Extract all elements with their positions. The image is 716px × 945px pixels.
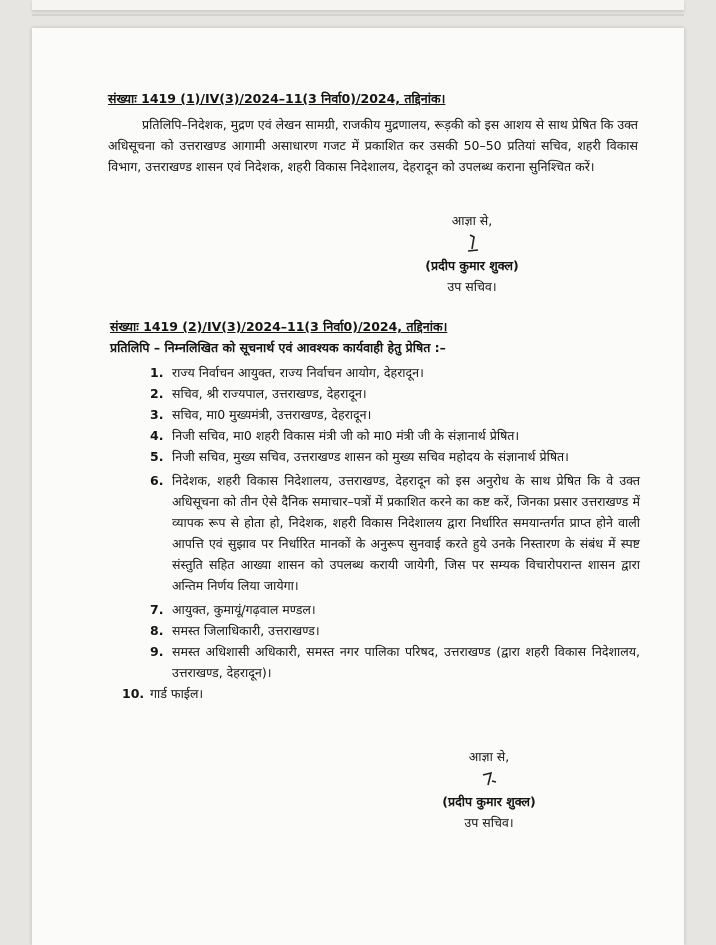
distribution-subject: प्रतिलिपि – निम्नलिखित को सूचनार्थ एवं आवश्यक कार्यवाही हेतु प्रेषित :– xyxy=(110,340,446,355)
page-divider xyxy=(32,14,684,16)
list-item: 3. सचिव, मा0 मुख्यमंत्री, उत्तराखण्ड, देहरादून। xyxy=(150,407,372,422)
signer-name: (प्रदीप कुमार शुक्ल) xyxy=(425,258,519,273)
handwritten-signature-icon xyxy=(452,231,492,255)
reference-number-1: संख्याः 1419 (1)/IV(3)/2024–11(3 निर्वा0)/2024, तद्दिनांक। xyxy=(108,91,446,106)
signer-name: (प्रदीप कुमार शुक्ल) xyxy=(442,794,536,809)
signer-designation: उप सचिव। xyxy=(464,815,514,830)
previous-page-edge xyxy=(32,0,684,10)
signer-designation: उप सचिव। xyxy=(447,279,497,294)
document-page xyxy=(32,28,684,945)
list-item: 4. निजी सचिव, मा0 शहरी विकास मंत्री जी को मा0 मंत्री जी के संज्ञानार्थ प्रेषित। xyxy=(150,428,520,443)
list-item: 5. निजी सचिव, मुख्य सचिव, उत्तराखण्ड शासन को मुख्य सचिव महोदय के संज्ञानार्थ प्रेषित। xyxy=(150,449,569,464)
signature-block-2 xyxy=(414,746,564,833)
signature-block-1 xyxy=(397,210,547,297)
list-item: 7. आयुक्त, कुमायूं/गढ़वाल मण्डल। xyxy=(150,602,316,617)
handwritten-signature-icon xyxy=(469,767,509,791)
list-item: 6. निदेशक, शहरी विकास निदेशालय, उत्तराखण्ड, देहरादून को इस अनुरोध के साथ प्रेषित कि वे उक्त अधिसूचना को तीन ऐसे दैनिक समाचार–पत्रों में प्रकाशित करने का कष्ट करें, जिनका प्रसार उत्तराखण्ड में व्यापक रूप से होता हो, निदेशक, शहरी विकास निदेशालय द्वारा निर्धारित समयान्तर्गत प्राप्त होने वाली आपत्ति एवं सुझाव पर निर्धारित मानकों के अनुरूप सुनवाई करते हुये उनके निस्तारण के संबंध में स्पष्ट संस्तुति सहित आख्या शासन को उपलब्ध करायी जायेगी, जिस पर सम्यक विचारोपरान्त शासन द्वारा अन्तिम निर्णय लिया जायेगा। xyxy=(150,473,640,593)
copy-instruction-paragraph: प्रतिलिपि–निदेशक, मुद्रण एवं लेखन सामग्री, राजकीय मुद्रणालय, रूड़की को इस आशय से साथ प्रेषित कि उक्त अधिसूचना को उत्तराखण्ड आगामी असाधारण गजट में प्रकाशित कर उसकी 50–50 प्रतियां सचिव, शहरी विकास विभाग, उत्तराखण्ड शासन एवं निदेशक, शहरी विकास निदेशालय, देहरादून को उपलब्ध कराना सुनिश्चित करें। xyxy=(108,117,638,174)
list-item: 1. राज्य निर्वाचन आयुक्त, राज्य निर्वाचन आयोग, देहरादून। xyxy=(150,365,424,380)
by-order-text: आज्ञा से, xyxy=(468,749,510,764)
signature-scribble xyxy=(414,767,564,791)
distribution-list xyxy=(122,362,640,704)
signature-scribble xyxy=(397,231,547,255)
by-order-text: आज्ञा से, xyxy=(451,213,493,228)
list-item: 9. समस्त अधिशासी अधिकारी, समस्त नगर पालिका परिषद, उत्तराखण्ड (द्वारा शहरी विकास निदेशालय, उत्तराखण्ड, देहरादून)। xyxy=(150,644,640,680)
reference-number-2: संख्याः 1419 (2)/IV(3)/2024–11(3 निर्वा0)/2024, तद्दिनांक। xyxy=(110,319,448,334)
list-item: 8. समस्त जिलाधिकारी, उत्तराखण्ड। xyxy=(150,623,320,638)
list-item: 10. गार्ड फाईल। xyxy=(122,686,204,701)
list-item: 2. सचिव, श्री राज्यपाल, उत्तराखण्ड, देहरादून। xyxy=(150,386,367,401)
